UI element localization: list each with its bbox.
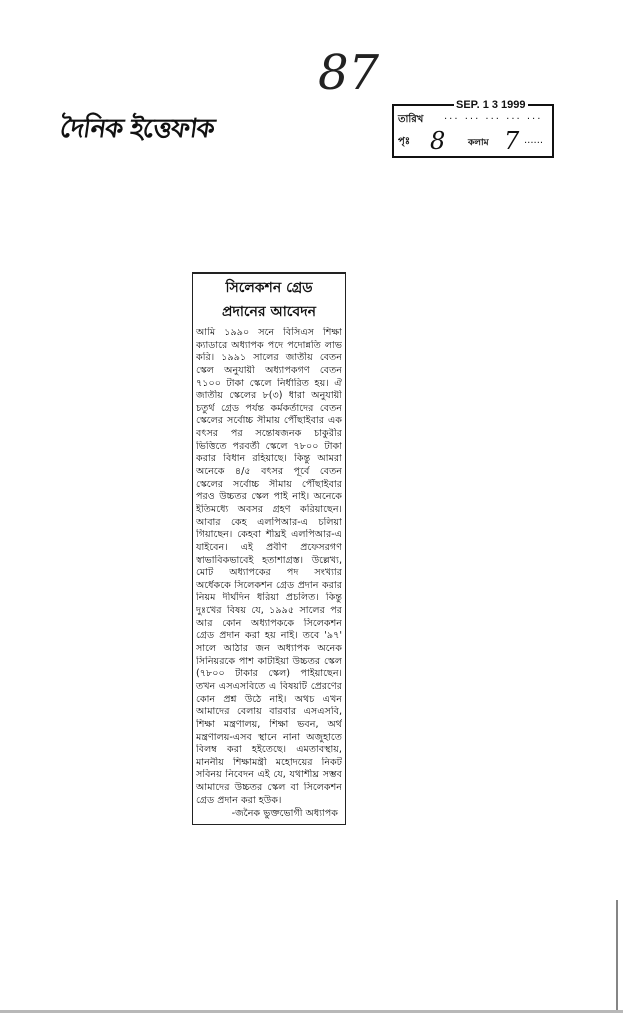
stamp-column-label: কলাম (468, 138, 489, 148)
handwritten-number: 87 (318, 45, 380, 101)
article-line: স্কেলের সর্বোচ্চ সীমায় পৌঁছাইবার (196, 478, 342, 490)
article-line: গিয়াছেন। কেহবা শীঘ্রই এলপিআর-এ (196, 529, 342, 541)
article-line: আর কোন অধ্যাপককে সিলেকশন (196, 617, 342, 629)
article-line: তখন এসএসবিতে এ বিষয়টি প্রেরণের (196, 680, 342, 692)
article-line: করি। ১৯৯১ সালের জাতীয় বেতন (196, 352, 342, 364)
article-line: সবিনয় নিবেদন এই যে, যথাশীঘ্র সম্ভব (196, 769, 342, 781)
article-line: ৭১০০ টাকা স্কেলে নির্ধারিত হয়। ঐ (196, 377, 342, 389)
article-line: যাইবেন। এই প্রবীণ প্রফেসরগণ (196, 541, 342, 553)
article-title-line1: সিলেকশন গ্রেড (225, 280, 313, 296)
clipping-stamp (392, 99, 554, 158)
scan-edge (616, 900, 618, 1010)
newspaper-masthead: দৈনিক ইত্তেফাক (58, 114, 216, 144)
stamp-dots: ······ (524, 138, 544, 149)
article-line: বৎসর পর সন্তোষজনক চাকুরীর (196, 428, 342, 440)
article-line: কোন প্রশ্ন উঠে নাই। অথচ এখন (196, 693, 342, 705)
stamp-page-value: 8 (430, 127, 446, 155)
article-line: মন্ত্রণালয়-এসব স্থানে নানা অজুহাতে (196, 731, 342, 743)
article-title (193, 276, 345, 324)
article-line: গ্রেড প্রদান করা হয় নাই। তবে '৯৭' (196, 630, 342, 642)
article-line: ইতিমধ্যে অবসর গ্রহণ করিয়াছেন। (196, 503, 342, 515)
article-line: চতুর্থ গ্রেড পর্যন্ত কর্মকর্তাদের বেতন (196, 402, 342, 414)
article-line: পরও উচ্চতর স্কেল পাই নাই। অনেকে (196, 491, 342, 503)
article-line: স্কেল অনুযায়ী অধ্যাপকগণ বেতন (196, 364, 342, 376)
article-title-line2: প্রদানের আবেদন (222, 304, 316, 320)
article-line: শিক্ষা মন্ত্রণালয়, শিক্ষা ভবন, অর্থ (196, 718, 342, 730)
article-line: অনেকে ৪/৫ বৎসর পূর্বে বেতন (196, 466, 342, 478)
stamp-dots: ··· ··· ··· ··· ··· (444, 114, 543, 125)
article-line: আমাদের বেলায় বারবার এসএসবি, (196, 706, 342, 718)
article-line: নিয়ম দীর্ঘদিন ধরিয়া প্রচলিত। কিন্তু (196, 592, 342, 604)
article-signature: -জনৈক ভুক্তভোগী অধ্যাপক (231, 808, 338, 820)
article-body (196, 327, 342, 820)
article-line: স্বাভাবিকভাবেই হতাশাগ্রস্ত। উল্লেখ্য, (196, 554, 342, 566)
article-line: আমাদের উচ্চতর স্কেল বা সিলেকশন (196, 782, 342, 794)
stamp-date-label: তারিখ (398, 114, 424, 125)
article-line: বিলম্ব করা হইতেছে। এমতাবস্থায়, (196, 744, 342, 756)
scan-edge (0, 1010, 623, 1013)
article-line: ক্যাডারে অধ্যাপক পদে পদোন্নতি লাভ (196, 339, 342, 351)
article-line: করার বিধান রহিয়াছে। কিন্তু আমরা (196, 453, 342, 465)
article-line: মাননীয় শিক্ষামন্ত্রী মহোদয়ের নিকট (196, 756, 342, 768)
stamp-column-value: 7 (504, 127, 520, 155)
article-line: দুঃখের বিষয় যে, ১৯৯৫ সালের পর (196, 605, 342, 617)
article-line: গ্রেড প্রদান করা হউক। (196, 794, 282, 806)
article-line: অর্ধেককে সিলেকশন গ্রেড প্রদান করার (196, 579, 342, 591)
article-line: সিনিয়রকে পাশ কাটাইয়া উচ্চতর স্কেল (196, 655, 342, 667)
stamp-page-label: পৃঃ (398, 136, 411, 147)
article-line: জাতীয় স্কেলের ৮(৩) ধারা অনুযায়ী (196, 390, 342, 402)
article-line: (৭৮০০ টাকার স্কেল) পাইয়াছেন। (196, 668, 342, 680)
stamp-date: SEP. 1 3 1999 (456, 99, 526, 111)
article-line: আবার কেহ এলপিআর-এ চলিয়া (196, 516, 342, 528)
article-line: সালে আঠার জন অধ্যাপক অনেক (196, 643, 342, 655)
article-line: মোট অধ্যাপকের পদ সংখ্যার (196, 567, 342, 579)
article-line: ভিত্তিতে পরবর্তী স্কেলে ৭৮০০ টাকা (196, 440, 342, 452)
article-line: স্কেলের সর্বোচ্চ সীমায় পৌঁছাইবার এক (196, 415, 342, 427)
newspaper-article (192, 272, 346, 825)
article-line: আমি ১৯৯০ সনে বিসিএস শিক্ষা (196, 327, 342, 338)
